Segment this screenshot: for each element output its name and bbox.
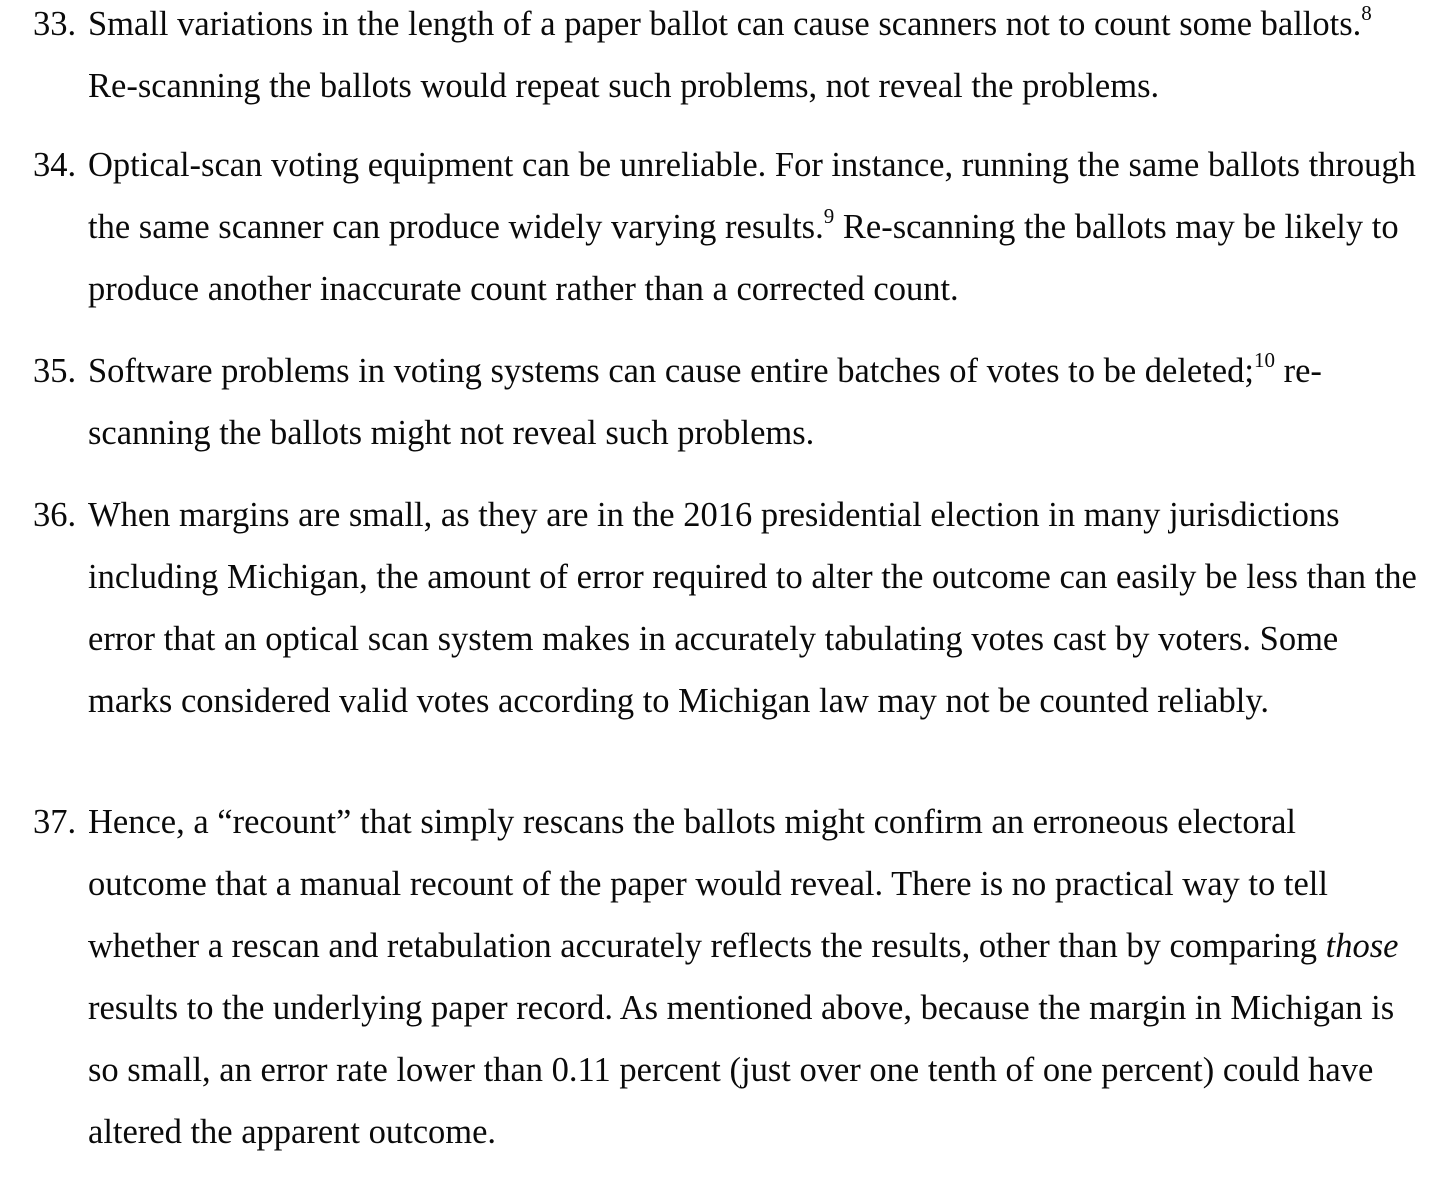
paragraph-text: Small variations in the length of a paper ballot can cause scanners not to count some ballots. (88, 5, 1362, 43)
paragraph-text: re-scanning the ballots might not reveal such problems. (88, 352, 1322, 452)
paragraph-text: Hence, a “recount” that simply rescans the ballots might confirm an erroneous electoral outcome that a manual recount of the paper would reveal. There is no practical way to tell whether a rescan and retabulation accurately reflects the results, other than by comparing (88, 803, 1328, 965)
paragraph-number: 37. (33, 803, 77, 841)
emphasis-text: those (1325, 927, 1399, 965)
paragraph-number: 36. (33, 496, 77, 534)
paragraph-35 (33, 340, 1418, 464)
footnote-ref-9: 9 (823, 203, 835, 228)
paragraph-33 (33, 0, 1418, 117)
paragraph-37 (33, 791, 1418, 1163)
paragraph-text: When margins are small, as they are in the 2016 presidential election in many jurisdictions including Michigan, the amount of error required to alter the outcome can easily be less than the error that an optical scan system makes in accurately tabulating votes cast by voters. Some marks considered valid votes according to Michigan law may not be counted reliably. (88, 496, 1417, 720)
paragraph-number: 33. (33, 5, 77, 43)
footnote-ref-8: 8 (1361, 0, 1372, 25)
paragraph-number: 35. (33, 352, 77, 390)
paragraph-text: Software problems in voting systems can cause entire batches of votes to be deleted; (88, 352, 1254, 390)
paragraph-36 (33, 484, 1418, 732)
footnote-ref-10: 10 (1253, 347, 1275, 372)
paragraph-text: Optical-scan voting equipment can be unreliable. For instance, running the same ballots through the same scanner can produce widely varying results. (88, 146, 1416, 246)
paragraph-text: Re-scanning the ballots would repeat such problems, not reveal the problems. (88, 67, 1160, 105)
paragraph-text: Re-scanning the ballots may be likely to produce another inaccurate count rather than a corrected count. (88, 208, 1399, 308)
paragraph-34 (33, 134, 1418, 320)
paragraph-text: results to the underlying paper record. As mentioned above, because the margin in Michigan is so small, an error rate lower than 0.11 percent (just over one tenth of one percent) could have altered the apparent outcome. (88, 989, 1395, 1151)
paragraph-number: 34. (33, 146, 77, 184)
